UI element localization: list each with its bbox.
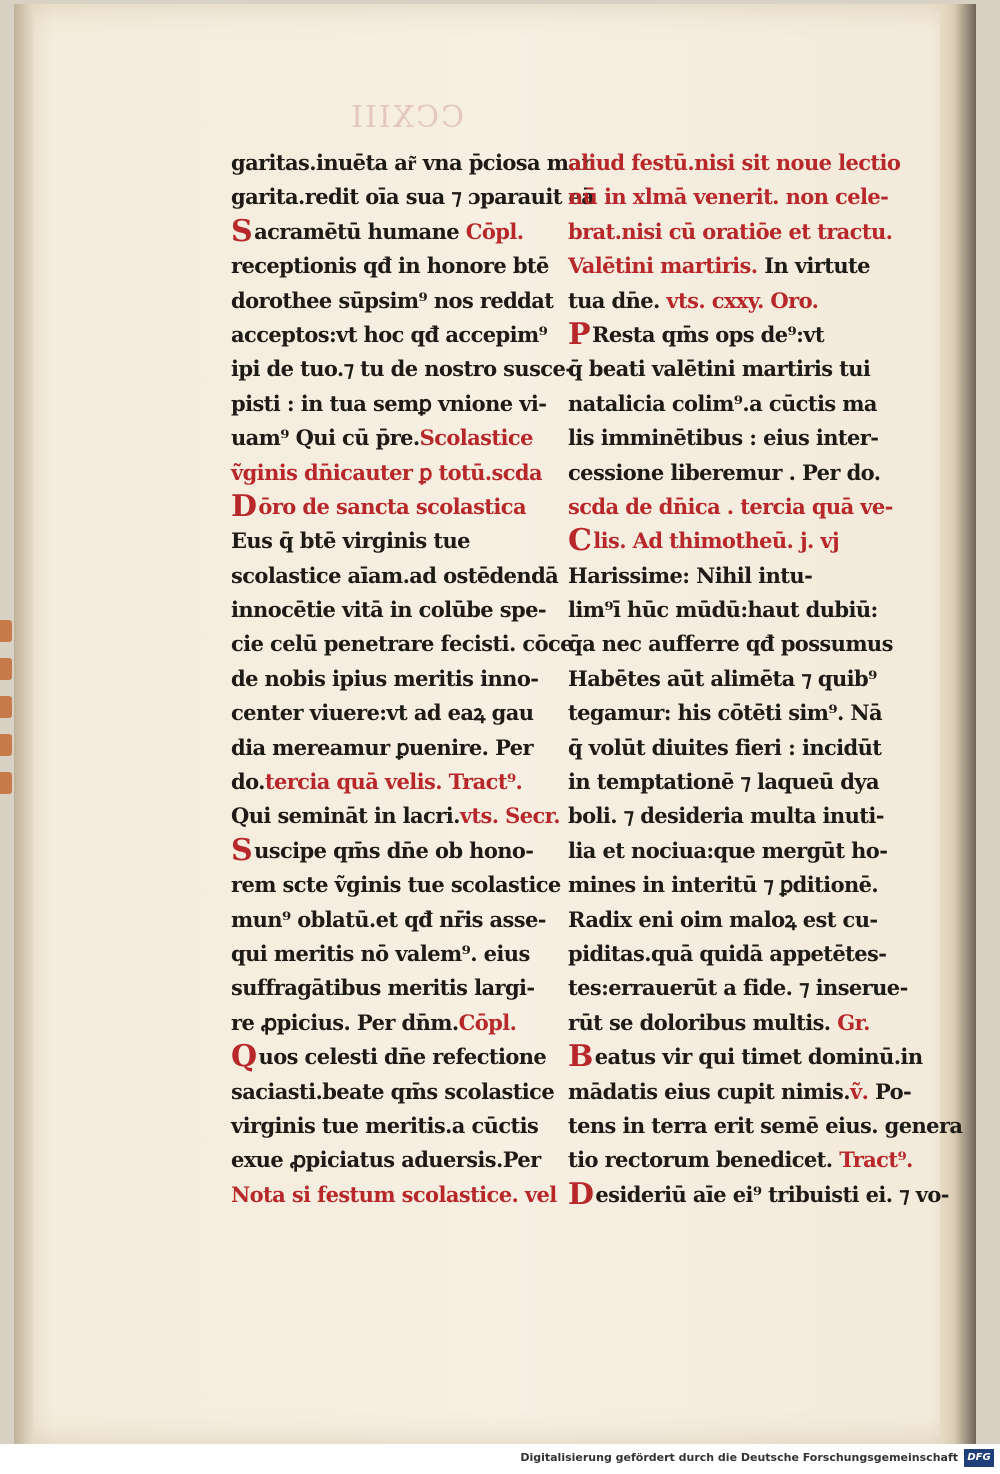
line-text: q̄ beati valētini martiris tui [568, 356, 871, 382]
initial-letter: D [231, 488, 257, 524]
text-line [568, 731, 888, 765]
text-line [568, 834, 888, 868]
line-text: mun⁹ oblatū.et qđ nr̄is asse- [231, 906, 546, 932]
line-text: boli. ⁊ desideria multa inuti- [568, 803, 884, 829]
line-text: in temptationē ⁊ laqueū dya [568, 769, 879, 795]
rubric-text: vts. cxxy. Oro. [659, 287, 819, 313]
page-gutter [14, 4, 34, 1444]
line-text: re ꝓpicius. Per dn̄m. [231, 1009, 459, 1035]
initial-letter: B [568, 1039, 593, 1075]
text-line [231, 593, 551, 627]
rubric-text: tercia quā velis. Tract⁹. [264, 769, 523, 795]
line-text: Resta qm̄s ops de⁹:vt [591, 321, 824, 347]
text-line [231, 559, 559, 593]
text-line [568, 765, 888, 799]
index-tab [0, 696, 12, 718]
text-line [568, 284, 888, 318]
text-line [231, 971, 551, 1005]
text-line [231, 352, 574, 386]
index-tab [0, 772, 12, 794]
index-tab [0, 620, 12, 642]
line-text: lis imminētibus : eius inter- [568, 425, 879, 451]
text-line [231, 1075, 555, 1109]
text-line [568, 1006, 888, 1040]
text-line [568, 868, 888, 902]
text-line [568, 593, 888, 627]
line-text: do. [231, 769, 265, 795]
text-line [231, 834, 551, 868]
text-line [568, 627, 893, 661]
book-page [14, 4, 976, 1444]
text-line [231, 284, 554, 318]
text-line [231, 868, 561, 902]
text-line [568, 559, 888, 593]
initial-letter: C [568, 523, 592, 559]
line-text: q̄ volūt diuites fieri : incidūt [568, 734, 882, 760]
text-line [568, 421, 888, 455]
initial-letter: Q [231, 1039, 257, 1075]
text-line [568, 387, 888, 421]
line-text: cie celū penetrare fecisti. cōce [231, 631, 573, 657]
line-tail: Po- [868, 1078, 912, 1104]
line-text: exue ꝓpiciatus aduersis.Per [231, 1147, 541, 1173]
index-tabs [0, 620, 14, 810]
text-line [568, 903, 888, 937]
line-text: uscipe qm̄s dn̄e ob hono- [254, 837, 534, 863]
text-line [231, 1178, 557, 1212]
initial-letter: S [231, 832, 253, 868]
text-line [568, 524, 888, 558]
rubric-text: vts. Secr. [459, 803, 560, 829]
line-text: esideriū aīe ei⁹ tribuisti ei. ⁊ vo- [595, 1181, 949, 1207]
text-line [231, 1006, 551, 1040]
text-line [231, 146, 592, 180]
dfg-logo: DFG [964, 1449, 994, 1467]
text-line [231, 490, 551, 524]
line-text: scolastice aīam.ad ostēdendā [231, 562, 559, 588]
right-column [568, 146, 963, 1212]
text-line [568, 971, 908, 1005]
text-line [231, 799, 560, 833]
text-line [568, 490, 893, 524]
footer-bar [0, 1444, 1000, 1474]
rubric-text: Cōpl. [458, 1009, 517, 1035]
line-text: natalicia colim⁹.a cūctis ma [568, 390, 877, 416]
line-text: dorothee sūpsim⁹ nos reddat [231, 287, 554, 313]
line-text: dia mereamur ꝑuenire. Per [231, 734, 533, 760]
text-line [568, 352, 888, 386]
folio-number: CCXIII [349, 100, 464, 135]
line-text: ōro de sancta scolastica [258, 493, 526, 519]
text-line [568, 1176, 949, 1212]
footer-credit: Digitalisierung gefördert durch die Deutsche Forschungsgemeinschaft [520, 1451, 958, 1464]
line-text: lia et nociua:que mergūt ho- [568, 837, 888, 863]
line-text: Nota si festum scolastice. vel [231, 1181, 557, 1207]
line-tail: In virtute [757, 253, 870, 279]
text-line [568, 146, 901, 180]
line-text: aliud festū.nisi sit noue lectio [568, 150, 901, 175]
line-text: suffragātibus meritis largi- [231, 975, 535, 1001]
text-line [231, 731, 551, 765]
text-line [568, 1039, 923, 1075]
line-text: innocētie vitā in colūbe spe- [231, 597, 546, 623]
text-line [231, 1143, 551, 1177]
left-column [231, 146, 595, 1212]
text-line [231, 456, 551, 490]
line-text: tua dn̄e. [568, 287, 660, 313]
line-text: uam⁹ Qui cū p̄re. [231, 425, 420, 451]
line-text: acramētū humane [254, 218, 466, 244]
line-text: tens in terra erit semē eius. genera [568, 1112, 963, 1138]
line-text: de nobis ipius meritis inno- [231, 665, 539, 691]
text-line [231, 421, 551, 455]
rubric-text: Scolastice [419, 425, 533, 451]
text-line [568, 249, 888, 283]
text-line [231, 1109, 551, 1143]
index-tab [0, 734, 12, 756]
line-text: brat.nisi cū oratiōe et tractu. [568, 218, 893, 244]
line-text: ipi de tuo.⁊ tu de nostro susce- [231, 356, 574, 382]
initial-letter: P [568, 316, 590, 352]
text-line [568, 1143, 913, 1177]
line-text: rūt se doloribus multis. [568, 1009, 831, 1035]
text-line [568, 799, 888, 833]
line-text: garita.redit oīa sua ⁊ ɔparauit eā [231, 184, 595, 210]
rubric-text: Tract⁹. [832, 1147, 913, 1173]
text-line [568, 937, 888, 971]
line-text: center viuere:vt ad eaꝝ gau [231, 700, 534, 726]
line-text: tes:errauerūt a fide. ⁊ inserue- [568, 975, 908, 1001]
line-text: acceptos:vt hoc qđ accepim⁹ [231, 321, 548, 347]
initial-letter: S [231, 213, 253, 249]
line-text: saciasti.beate qm̄s scolastice [231, 1078, 555, 1104]
text-line [568, 318, 888, 352]
text-line [231, 903, 551, 937]
text-line [231, 318, 551, 352]
text-line [231, 662, 551, 696]
line-text: tegamur: his cōtēti sim⁹. Nā [568, 700, 883, 726]
line-text: receptionis qđ in honore btē [231, 253, 549, 279]
line-text: uos celesti dn̄e refectione [258, 1044, 547, 1070]
index-tab [0, 658, 12, 680]
line-text: Radix eni oim maloꝝ est cu- [568, 906, 878, 932]
line-text: qui meritis nō valem⁹. eius [231, 940, 530, 966]
line-text: Valētini martiris. [568, 253, 758, 279]
line-text: mādatis eius cupit nimis. [568, 1078, 850, 1104]
rubric-text: Gr. [830, 1009, 870, 1035]
text-line [231, 524, 551, 558]
line-text: rem scte ṽginis tue scolastice [231, 872, 561, 898]
line-text: Qui semināt in lacri. [231, 803, 460, 829]
line-text: nū in xlmā venerit. non cele- [568, 184, 889, 210]
text-line [231, 1040, 551, 1074]
text-line [231, 249, 551, 283]
line-text: piditas.quā quidā appetētes- [568, 940, 887, 966]
text-line [568, 215, 893, 249]
line-text: Habētes aūt alimēta ⁊ quib⁹ [568, 665, 877, 691]
line-text: garitas.inuēta ar͂ vna p̄ciosa mar [231, 150, 592, 175]
line-text: scda de dn̄ica . tercia quā ve- [568, 493, 893, 519]
line-text: q̄a nec aufferre qđ possumus [568, 631, 893, 657]
text-line [568, 696, 888, 730]
text-line [231, 627, 573, 661]
text-line [231, 937, 551, 971]
text-line [568, 662, 888, 696]
text-line [231, 215, 551, 249]
text-line [231, 696, 551, 730]
line-text: ṽginis dn̄icauter ꝑ totū.scda [231, 459, 542, 485]
text-line [231, 180, 595, 214]
text-line [231, 765, 551, 799]
rubric-text: Cōpl. [465, 218, 524, 244]
line-text: pisti : in tua semꝑ vnione vi- [231, 390, 547, 416]
line-text: virginis tue meritis.a cūctis [231, 1112, 539, 1138]
line-text: mines in interitū ⁊ ꝑditionē. [568, 872, 879, 898]
text-line [568, 1109, 963, 1143]
line-text: lis. Ad thimotheū. j. vj [593, 528, 839, 554]
initial-letter: D [568, 1176, 594, 1212]
text-line [568, 180, 888, 214]
line-text: tio rectorum benedicet. [568, 1147, 833, 1173]
line-text: Eus q̄ btē virginis tue [231, 528, 470, 554]
line-text: cessione liberemur . Per do. [568, 459, 881, 485]
text-line [231, 387, 551, 421]
rubric-text: ṽ. [849, 1078, 869, 1104]
text-line [568, 456, 888, 490]
line-text: Harissime: Nihil intu- [568, 562, 813, 588]
line-text: lim⁹ī hūc mūdū:haut dubiū: [568, 597, 878, 623]
page-fore-edge [940, 4, 976, 1444]
line-text: eatus vir qui timet dominū.in [594, 1044, 923, 1070]
text-line [568, 1075, 912, 1109]
